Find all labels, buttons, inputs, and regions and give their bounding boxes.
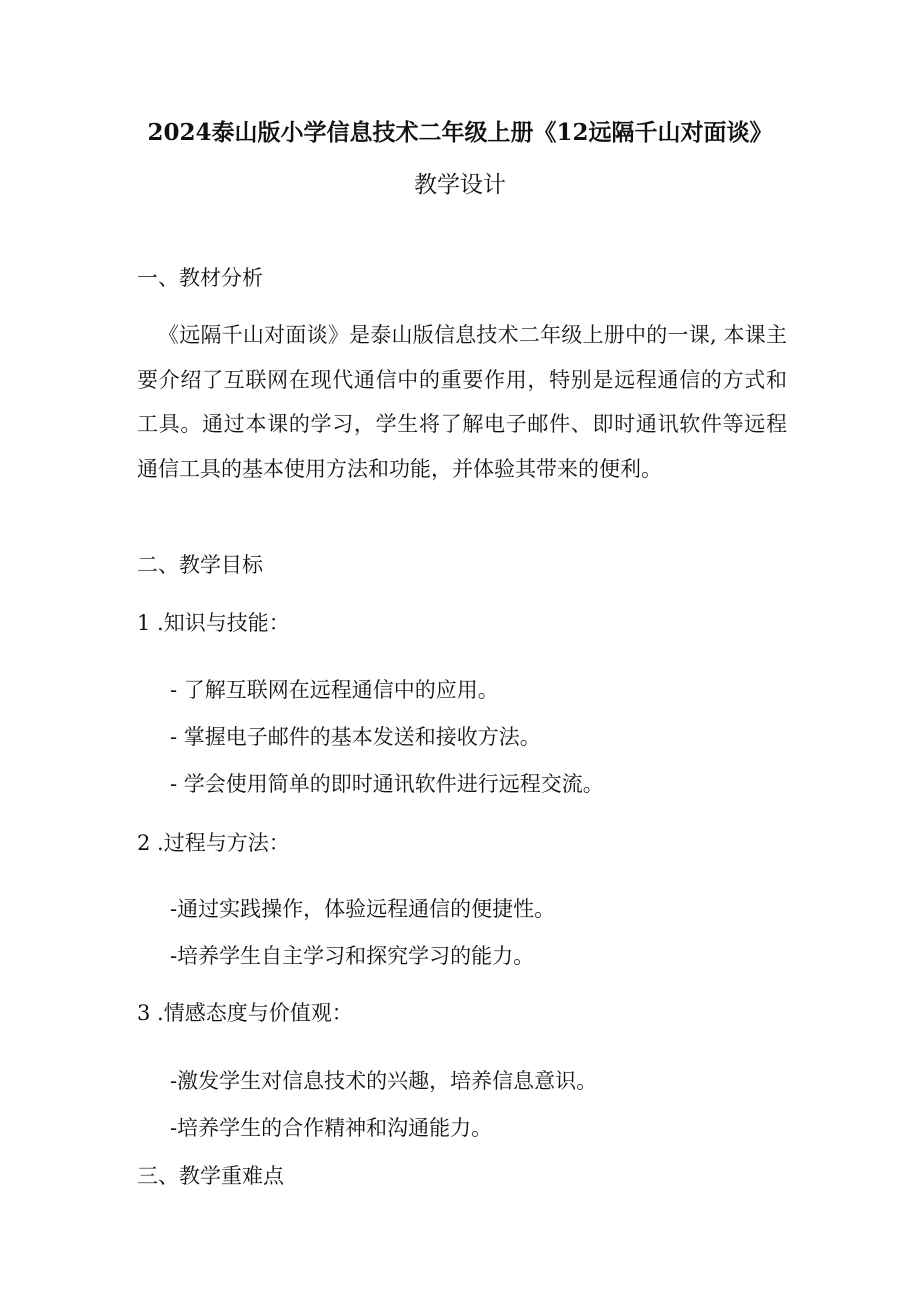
goal-item: - 掌握电子邮件的基本发送和接收方法。	[170, 725, 541, 749]
document-title: 2024泰山版小学信息技术二年级上册《12远隔千山对面谈》	[147, 119, 773, 146]
goal-label-knowledge-skills: 1 .知识与技能：	[137, 611, 290, 635]
document-subtitle: 教学设计	[414, 172, 506, 198]
goal-item: -培养学生的合作精神和沟通能力。	[170, 1116, 493, 1140]
section-heading-teaching-goals: 二、教学目标	[137, 553, 263, 577]
goal-item: -激发学生对信息技术的兴趣，培养信息意识。	[170, 1069, 598, 1093]
section-heading-key-difficulties: 三、教学重难点	[137, 1164, 284, 1188]
textbook-analysis-paragraph: 《远隔千山对面谈》是泰山版信息技术二年级上册中的一课, 本课主要介绍了互联网在现代通信中的重要作用，特别是远程通信的方式和工具。通过本课的学习，学生将了解电子邮件、即时通讯软件等远程通信工具的基本使用方法和功能，并体验其带来的便利。	[137, 323, 787, 481]
goal-label-emotions-values: 3 .情感态度与价值观：	[137, 1001, 353, 1025]
goal-item: - 学会使用简单的即时通讯软件进行远程交流。	[170, 772, 604, 796]
section-heading-textbook-analysis: 一、教材分析	[137, 266, 263, 290]
goal-item: -培养学生自主学习和探究学习的能力。	[170, 944, 535, 968]
goal-item: - 了解互联网在远程通信中的应用。	[170, 678, 499, 702]
goal-label-process-methods: 2 .过程与方法：	[137, 831, 290, 855]
goal-item: -通过实践操作，体验远程通信的便捷性。	[170, 897, 556, 921]
